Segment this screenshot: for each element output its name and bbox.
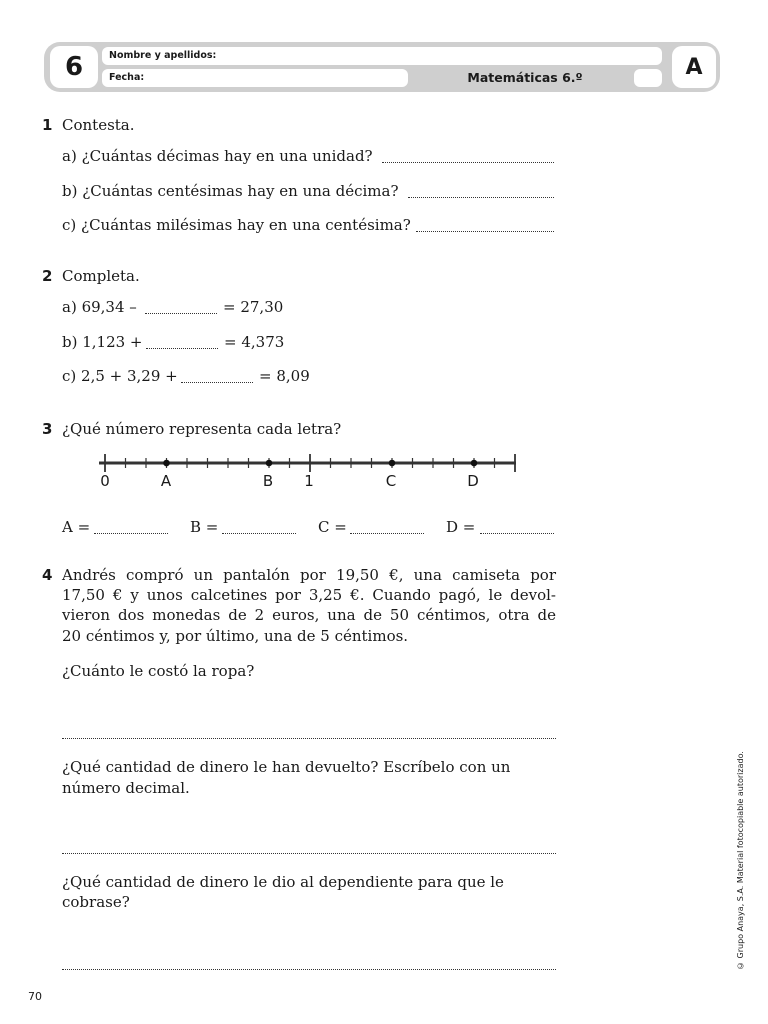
- q2-title: Completa.: [62, 267, 140, 285]
- q2-item-a-left: a) 69,34 –: [62, 298, 137, 316]
- q3-title: ¿Qué número representa cada letra?: [62, 420, 342, 438]
- q3-answer-b-label: B =: [190, 518, 219, 536]
- q2-item-a-right: = 27,30: [223, 298, 284, 316]
- q3-answer-a[interactable]: [94, 532, 168, 534]
- q3-answer-d[interactable]: [480, 532, 554, 534]
- q1-answer-a[interactable]: [382, 161, 554, 163]
- q4-sub2-line-1: ¿Qué cantidad de dinero le han devuelto? Escríbelo con un: [62, 758, 511, 776]
- number-line-point: [389, 460, 396, 467]
- q1-item-b: b) ¿Cuántas centésimas hay en una décima?: [62, 182, 399, 200]
- q1-answer-b[interactable]: [408, 196, 554, 198]
- q1-title: Contesta.: [62, 116, 135, 134]
- q4-answer-1[interactable]: [62, 737, 556, 739]
- nl-label-0: 0: [100, 472, 110, 490]
- q1-answer-c[interactable]: [416, 230, 554, 232]
- q3-answer-a-label: A =: [62, 518, 91, 536]
- date-field[interactable]: Fecha:: [102, 69, 408, 87]
- q3-answer-c-label: C =: [318, 518, 347, 536]
- q2-item-b-right: = 4,373: [224, 333, 285, 351]
- number-line: [96, 452, 522, 474]
- q1-item-c: c) ¿Cuántas milésimas hay en una centésima?: [62, 216, 411, 234]
- nl-label-C: C: [385, 472, 397, 490]
- q4-sub1: ¿Cuánto le costó la ropa?: [62, 662, 255, 680]
- q4-sub3-line-2: cobrase?: [62, 893, 130, 911]
- q2-number: 2: [42, 267, 53, 285]
- q1-number: 1: [42, 116, 53, 134]
- q1-item-a: a) ¿Cuántas décimas hay en una unidad?: [62, 147, 373, 165]
- q4-number: 4: [42, 566, 53, 584]
- q2-item-c-left: c) 2,5 + 3,29 +: [62, 367, 178, 385]
- q4-answer-2[interactable]: [62, 852, 556, 854]
- number-line-point: [163, 460, 170, 467]
- q4-text-line-3: vieron dos monedas de 2 euros, una de 50 céntimos, otra de: [62, 606, 556, 624]
- number-line-point: [266, 460, 273, 467]
- page-number: 70: [28, 990, 42, 1003]
- q2-answer-a[interactable]: [145, 312, 217, 314]
- q4-text-line-1: Andrés compró un pantalón por 19,50 €, una camiseta por: [62, 566, 556, 584]
- q3-answer-d-label: D =: [446, 518, 476, 536]
- q4-sub2-line-2: número decimal.: [62, 779, 190, 797]
- q3-number: 3: [42, 420, 53, 438]
- number-line-point: [471, 460, 478, 467]
- level-badge: A: [672, 46, 716, 88]
- nl-label-A: A: [160, 472, 172, 490]
- subject-label: Matemáticas 6.º: [467, 70, 583, 85]
- blank-field: [634, 69, 662, 87]
- nl-label-B: B: [262, 472, 274, 490]
- q4-text-line-2: 17,50 € y unos calcetines por 3,25 €. Cuando pagó, le devol-: [62, 586, 556, 604]
- q2-item-b-left: b) 1,123 +: [62, 333, 143, 351]
- q4-answer-3[interactable]: [62, 968, 556, 970]
- q2-item-c-right: = 8,09: [259, 367, 310, 385]
- unit-number: 6: [50, 46, 98, 88]
- q3-answer-c[interactable]: [350, 532, 424, 534]
- q3-answer-b[interactable]: [222, 532, 296, 534]
- q4-text-line-4: 20 céntimos y, por último, una de 5 céntimos.: [62, 627, 409, 645]
- nl-label-1: 1: [304, 472, 314, 490]
- name-field[interactable]: Nombre y apellidos:: [102, 47, 662, 65]
- q4-sub3-line-1: ¿Qué cantidad de dinero le dio al dependiente para que le: [62, 873, 504, 891]
- nl-label-D: D: [467, 472, 479, 490]
- q2-answer-c[interactable]: [181, 381, 253, 383]
- copyright-notice: © Grupo Anaya, S.A. Material fotocopiable autorizado.: [736, 751, 745, 970]
- q2-answer-b[interactable]: [146, 347, 218, 349]
